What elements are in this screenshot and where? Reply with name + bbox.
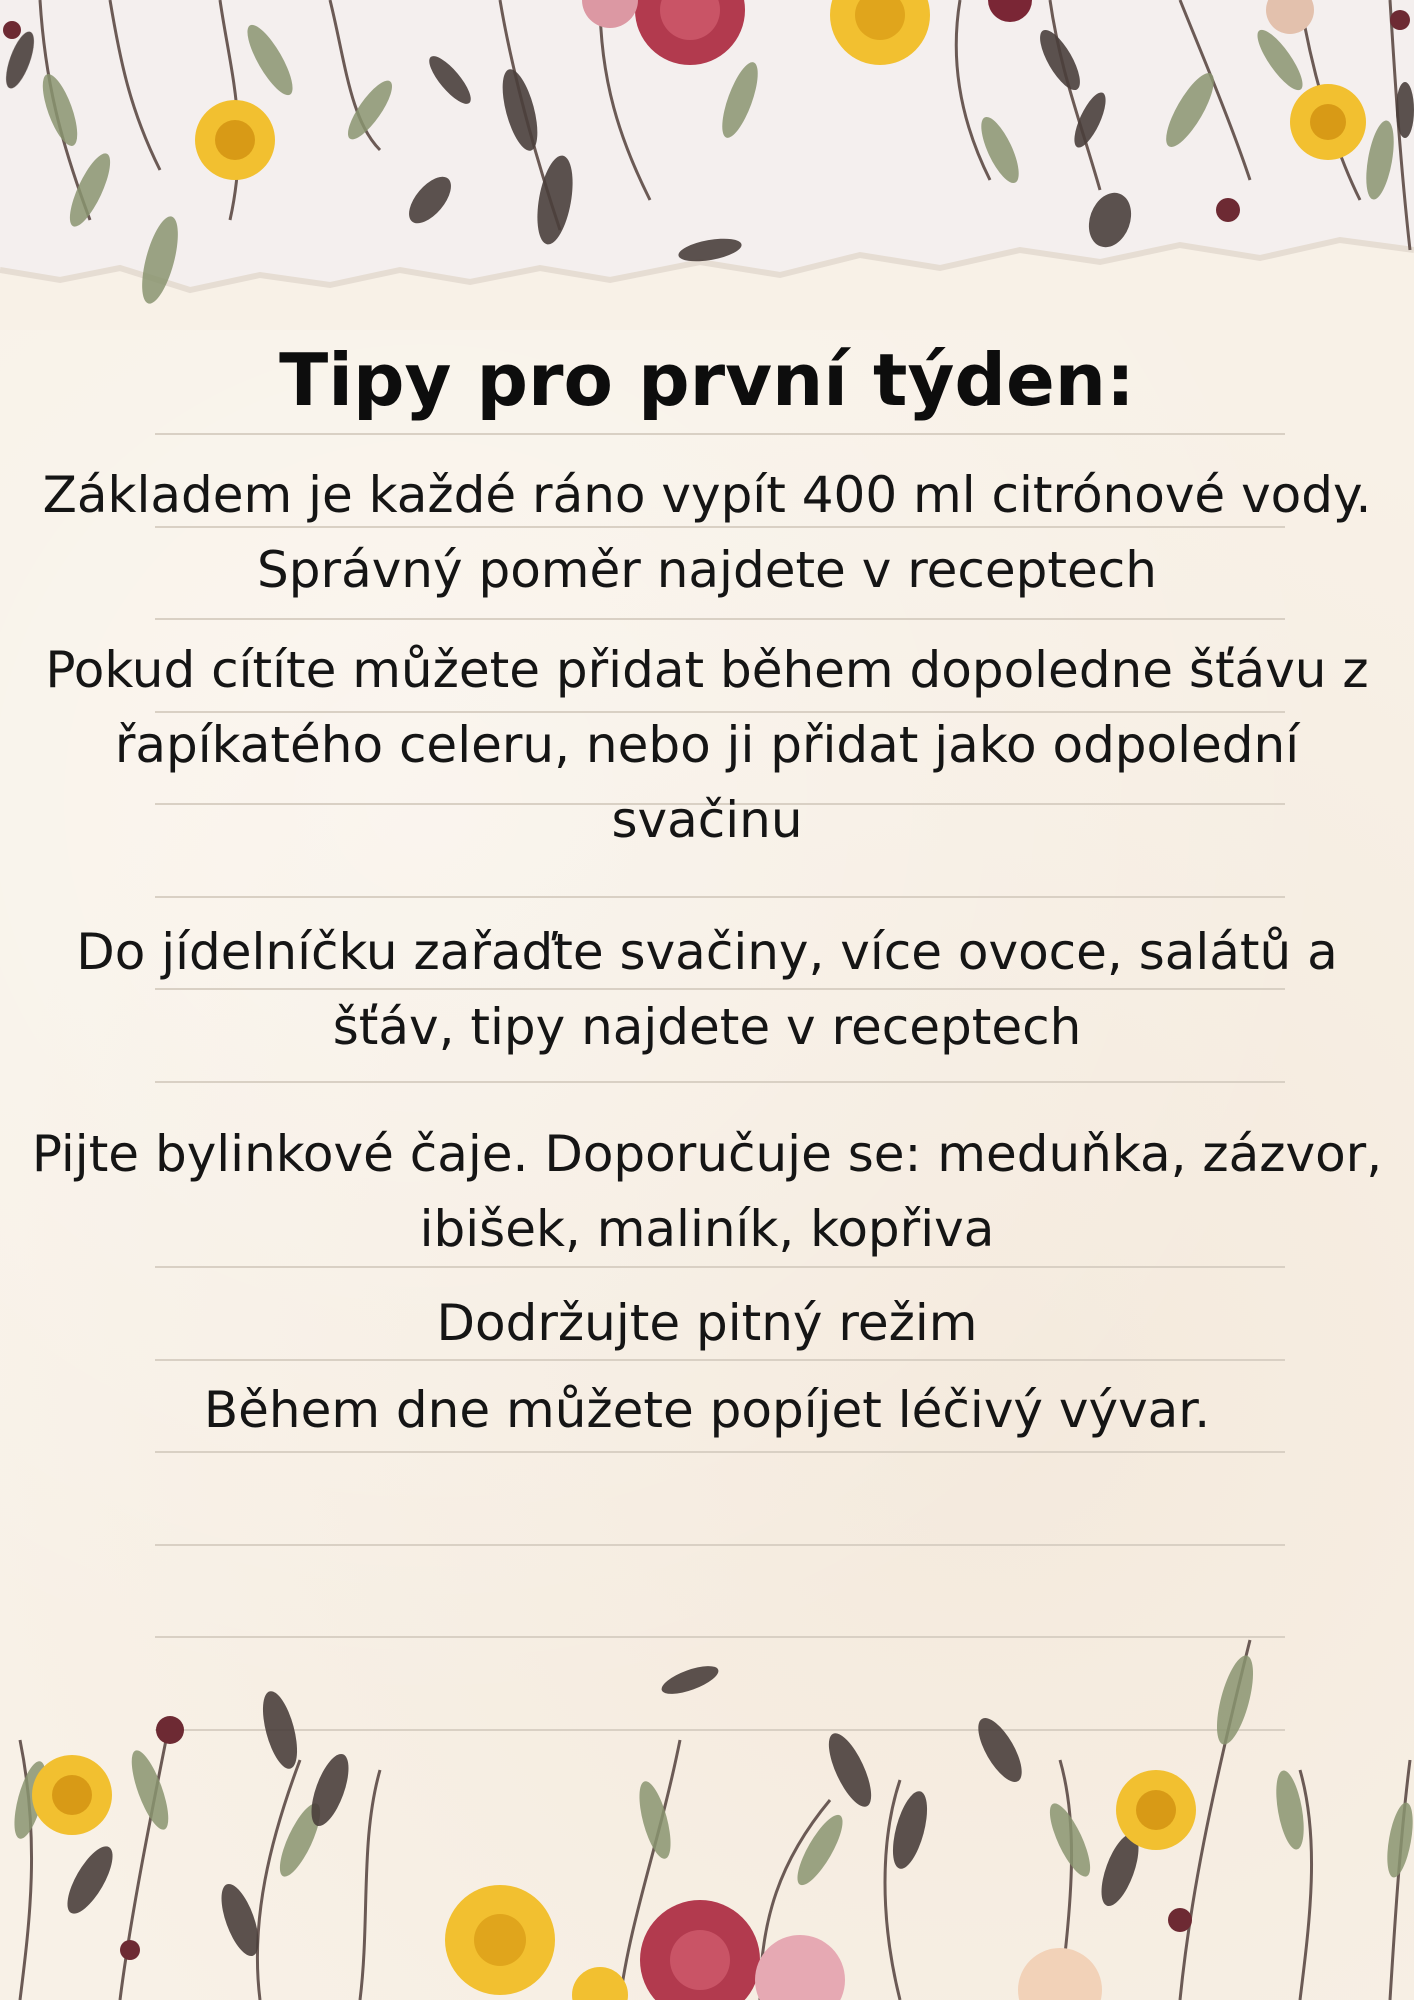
page-title: Tipy pro první týden: — [279, 338, 1135, 422]
ruled-line — [155, 1451, 1285, 1453]
tip-snacks: Do jídelníčku zařaďte svačiny, více ovoce, salátů a šťáv, tipy najdete v receptech — [76, 923, 1338, 1056]
tip-drinking-regime: Dodržujte pitný režim — [436, 1294, 978, 1352]
ruled-line — [155, 1544, 1285, 1546]
tip-celery-juice: Pokud cítíte můžete přidat během dopoledne šťávu z řapíkatého celeru, nebo ji přidat jako odpolední svačinu — [45, 641, 1369, 849]
floral-border-bottom-icon — [0, 1620, 1414, 2000]
ruled-line — [155, 896, 1285, 898]
floral-border-top-icon — [0, 0, 1414, 330]
tip-herbal-teas: Pijte bylinkové čaje. Doporučuje se: meduňka, zázvor, ibišek, maliník, kopřiva — [31, 1125, 1383, 1258]
tip-lemon-water: Základem je každé ráno vypít 400 ml citrónové vody. Správný poměr najdete v receptech — [42, 466, 1372, 599]
tip-healing-broth: Během dne můžete popíjet léčivý vývar. — [203, 1381, 1211, 1439]
ruled-line — [155, 1081, 1285, 1083]
ruled-line — [155, 433, 1285, 435]
ruled-line — [155, 618, 1285, 620]
